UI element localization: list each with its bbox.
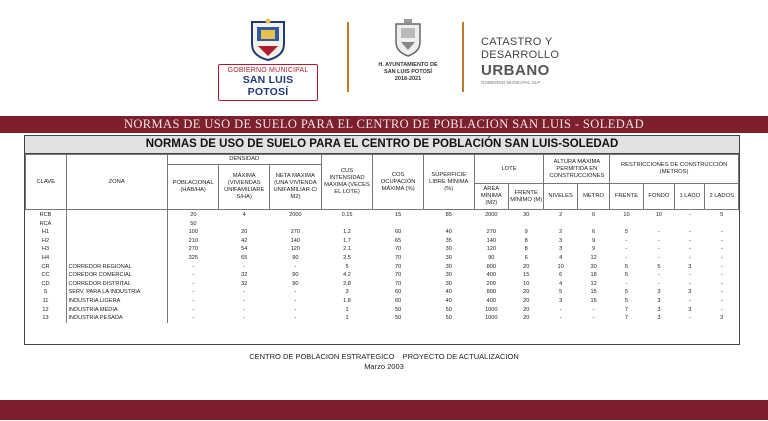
table-cell: 50 — [395, 306, 402, 313]
table-cell: - — [657, 254, 660, 261]
catastro-line-1: CATASTRO Y — [481, 36, 553, 48]
table-cell: 8 — [524, 246, 528, 253]
table-cell: - — [559, 315, 562, 322]
table-cell: 30 — [590, 263, 597, 270]
table-cell: 40 — [445, 289, 452, 296]
table-cell: H2 — [26, 237, 67, 246]
header-frente-minimo: FRENTE MÍNIMO (M) — [509, 184, 544, 210]
table-cell: - — [657, 246, 660, 253]
gobierno-municipal-wordmark — [218, 64, 318, 101]
table-cell: 2 — [559, 212, 563, 218]
land-use-table — [25, 154, 739, 323]
table-cell: - — [294, 289, 297, 296]
table-cell: 270 — [290, 229, 301, 236]
table-cell: 3 — [657, 297, 661, 304]
table-cell: 20 — [523, 306, 530, 313]
table-cell: 6 — [524, 254, 528, 261]
table-cell: 10 — [623, 212, 630, 218]
table-cell: 6 — [592, 229, 596, 236]
table-cell: INDUSTRIA LIGERA — [66, 297, 167, 306]
table-cell: 9 — [592, 237, 596, 244]
header-niveles: NIVELES — [544, 184, 577, 210]
header-r-fondo: FONDO — [643, 184, 674, 210]
table-cell: - — [192, 263, 195, 270]
table-cell: 20 — [241, 229, 248, 236]
table-cell: - — [688, 237, 691, 244]
table-cell: 10 — [557, 263, 564, 270]
table-cell: 3 — [688, 306, 692, 313]
table-cell — [577, 220, 609, 229]
table-cell: CR — [26, 263, 67, 272]
table-cell: - — [720, 297, 723, 304]
coat-of-arms-icon — [248, 18, 288, 62]
table-cell: 120 — [290, 246, 301, 253]
footer-proyecto: PROYECTO DE ACTUALIZACION — [402, 352, 519, 361]
table-cell: 50 — [190, 220, 197, 227]
table-cell: 70 — [395, 254, 402, 261]
footer-centro: CENTRO DE POBLACION ESTRATEGICO — [249, 352, 395, 361]
table-cell: - — [192, 280, 195, 287]
table-row — [26, 314, 739, 323]
footer-line-1 — [0, 352, 768, 362]
table-cell: 32 — [241, 280, 248, 287]
table-cell: 100 — [188, 229, 198, 236]
table-cell: - — [720, 280, 723, 287]
table-cell: - — [294, 263, 297, 270]
table-cell: 18 — [590, 272, 597, 279]
table-cell: - — [625, 246, 628, 253]
table-cell: 5 — [624, 297, 629, 304]
table-cell: 50 — [395, 315, 402, 322]
header-clave: CLAVE — [26, 155, 67, 210]
table-cell: 30 — [445, 280, 452, 287]
table-cell: 6 — [559, 272, 563, 279]
table-cell: 42 — [241, 237, 248, 244]
gobierno-name: SAN LUIS POTOSÍ — [242, 74, 294, 98]
header-altura: ALTURA MÁXIMA PERMITIDA EN CONSTRUCCIONES — [544, 155, 610, 184]
table-cell: 3 — [720, 315, 724, 322]
table-cell: CORREDOR DISTRITAL — [66, 280, 167, 289]
banner-title: NORMAS DE USO DE SUELO PARA EL CENTRO DE POBLACION SAN LUIS - SOLEDAD — [123, 117, 645, 131]
table-cell: 200 — [486, 280, 496, 287]
table-cell — [219, 220, 270, 229]
catastro-line-3: URBANO — [481, 62, 550, 79]
table-cell: 1.2 — [343, 229, 351, 236]
table-cell: 70 — [395, 280, 402, 287]
table-cell: 15 — [523, 272, 530, 279]
table-cell: 10 — [655, 212, 662, 218]
table-cell: - — [192, 306, 195, 313]
table-cell: 5 — [559, 289, 563, 296]
table-cell: 40 — [445, 229, 452, 236]
table-cell: - — [294, 297, 297, 304]
catastro-line-4: GOBIERNO MUNICIPAL SLP — [481, 80, 541, 85]
table-cell: 210 — [188, 237, 198, 244]
table-cell: 11 — [26, 297, 67, 306]
table-cell: 32 — [241, 272, 248, 279]
table-cell: 20 — [523, 315, 530, 322]
table-cell: 3 — [345, 289, 349, 296]
table-cell: H3 — [26, 245, 67, 254]
table-cell: 6 — [592, 212, 596, 218]
table-cell: 5 — [624, 263, 629, 270]
table-cell: 1 — [345, 306, 349, 313]
table-cell — [423, 220, 474, 229]
table-row — [26, 228, 739, 237]
table-cell: 2 — [559, 229, 563, 236]
table-cell: 10 — [523, 280, 530, 287]
table-cell: - — [688, 254, 691, 261]
table-cell: 1.7 — [343, 237, 351, 244]
table-cell: 1000 — [485, 315, 498, 322]
table-cell: 400 — [486, 272, 496, 279]
table-body — [26, 210, 739, 323]
table-cell: 2000 — [485, 212, 498, 218]
table-cell: 65 — [395, 237, 402, 244]
table-cell: - — [720, 272, 723, 279]
table-cell: - — [657, 280, 660, 287]
table-cell: 12 — [26, 306, 67, 315]
table-cell: 13 — [26, 314, 67, 323]
table-cell — [643, 220, 674, 229]
table-cell: - — [243, 315, 246, 322]
table-cell: 1.8 — [343, 297, 351, 304]
divider-2 — [462, 22, 464, 92]
table-cell: 15 — [395, 212, 402, 218]
table-cell: 1000 — [485, 306, 498, 313]
header-r-2lados: 2 LADOS — [705, 184, 739, 210]
table-cell: 20 — [523, 263, 530, 270]
table-cell: 5 — [624, 229, 629, 236]
table-cell — [66, 237, 167, 246]
header-superficie: SUPERFICIE LIBRE MÍNIMA (%) — [423, 155, 474, 210]
table-cell: - — [688, 272, 691, 279]
table-cell: 800 — [486, 289, 496, 296]
table-cell: 5 — [345, 263, 349, 270]
table-cell: 9 — [524, 229, 528, 236]
table-cell: 12 — [590, 254, 597, 261]
table-row — [26, 297, 739, 306]
header-zona: ZONA — [66, 155, 167, 210]
header-r-frente: FRENTE — [610, 184, 643, 210]
ayuntamiento-line-1: H. AYUNTAMIENTO DE — [378, 62, 438, 68]
table-cell: 4.2 — [343, 272, 351, 279]
header-maxima: MÁXIMA (VIVIENDAS UNIFAMILIARE S/HA) — [219, 165, 270, 210]
header-neta: NETA MÁXIMA (UNA VIVIENDA UNIFAMILIAR C/ M2) — [270, 165, 322, 210]
table-cell: 5 — [624, 272, 629, 279]
table-cell — [705, 220, 739, 229]
table-cell: 800 — [486, 263, 496, 270]
table-cell: 120 — [486, 246, 496, 253]
catastro-line-2: DESARROLLO — [481, 49, 560, 61]
table-cell: 30 — [445, 246, 452, 253]
ayuntamiento-seal-icon — [393, 18, 423, 58]
table-cell: INDUSTRIA MEDIA — [66, 306, 167, 315]
table-row — [26, 288, 739, 297]
table-cell — [474, 220, 508, 229]
table-cell: - — [720, 263, 723, 270]
table-cell — [66, 220, 167, 229]
bottom-bar — [0, 400, 768, 420]
table-cell: 60 — [395, 297, 402, 304]
table-cell: 1 — [345, 315, 349, 322]
table-cell: CC — [26, 271, 67, 280]
table-cell: - — [559, 306, 562, 313]
table-cell: - — [688, 315, 691, 322]
table-cell: 90 — [292, 272, 299, 279]
table-cell: - — [720, 254, 723, 261]
table-cell — [66, 254, 167, 263]
table-cell: - — [243, 306, 246, 313]
table-cell: H4 — [26, 254, 67, 263]
catastro-logo — [481, 36, 559, 85]
header-cos: COS OCUPACIÓN MÁXIMA (%) — [373, 155, 424, 210]
header — [0, 0, 768, 114]
table-row — [26, 271, 739, 280]
table-cell: 140 — [290, 237, 301, 244]
table-cell: 50 — [445, 315, 452, 322]
table-cell: - — [625, 237, 628, 244]
table-cell: 3 — [657, 315, 661, 322]
table-cell: 5 — [720, 212, 724, 218]
table-cell: - — [294, 306, 297, 313]
table-cell — [270, 220, 322, 229]
footer-date: Marzo 2003 — [364, 362, 404, 371]
table-cell: 4 — [559, 280, 563, 287]
table-cell: - — [592, 306, 595, 313]
table-cell: - — [192, 297, 195, 304]
table-cell: 90 — [488, 254, 495, 261]
header-densidad: DENSIDAD — [167, 155, 321, 165]
table-cell: 50 — [445, 306, 452, 313]
footer — [0, 352, 768, 372]
table-cell: 12 — [590, 280, 597, 287]
table-cell: - — [720, 237, 723, 244]
table-cell: - — [243, 297, 246, 304]
table-cell: 3 — [688, 263, 692, 270]
table-cell: 270 — [188, 246, 198, 253]
table-row — [26, 220, 739, 229]
table-cell: - — [592, 315, 595, 322]
table-cell: 70 — [395, 263, 402, 270]
table-cell: 3 — [688, 289, 692, 296]
table-cell: - — [657, 272, 660, 279]
table-cell: 2.8 — [343, 280, 351, 287]
table-cell: 2.1 — [343, 246, 351, 253]
header-metro: METRO — [577, 184, 609, 210]
sheet-title: NORMAS DE USO DE SUELO PARA EL CENTRO DE POBLACIÓN SAN LUIS-SOLEDAD — [25, 136, 739, 154]
table-cell: 400 — [486, 297, 496, 304]
table-cell: - — [625, 254, 628, 261]
ayuntamiento-logo — [372, 18, 444, 83]
table-cell: 70 — [395, 272, 402, 279]
table-row — [26, 254, 739, 263]
table-cell — [66, 245, 167, 254]
table-cell: 20 — [523, 289, 530, 296]
table-cell: COREDOR COMERCIAL — [66, 271, 167, 280]
table-cell: 15 — [590, 289, 597, 296]
header-restricciones: RESTRICCIONES DE CONSTRUCCIÓN (METROS) — [610, 155, 739, 184]
table-cell: 0.15 — [341, 212, 353, 218]
table-row — [26, 263, 739, 272]
table-cell: - — [192, 289, 195, 296]
table-cell: 65 — [241, 254, 248, 261]
table-cell — [675, 220, 705, 229]
table-cell: SERV. PARA LA INDUSTRIA — [66, 288, 167, 297]
table-cell: CD — [26, 280, 67, 289]
table-cell: 3 — [559, 237, 563, 244]
table-cell: - — [192, 315, 195, 322]
table-cell: 3 — [559, 246, 563, 253]
land-use-sheet — [24, 135, 740, 345]
table-cell — [610, 220, 643, 229]
table-row — [26, 280, 739, 289]
header-area: ÁREA MÍNIMA (M2) — [474, 184, 508, 210]
table-cell: 90 — [292, 254, 299, 261]
table-cell: - — [625, 280, 628, 287]
table-cell: - — [688, 246, 691, 253]
table-cell: 30 — [445, 254, 452, 261]
table-cell: - — [657, 229, 660, 236]
table-cell: 90 — [292, 280, 299, 287]
table-cell: 40 — [445, 297, 452, 304]
table-cell: 3 — [559, 297, 563, 304]
table-cell: 9 — [592, 246, 596, 253]
table-cell: 5 — [657, 263, 661, 270]
table-cell: 30 — [445, 263, 452, 270]
table-cell: RCB — [26, 210, 67, 220]
table-cell: - — [720, 289, 723, 296]
ayuntamiento-line-2: SAN LUIS POTOSÍ — [384, 69, 432, 75]
table-cell: 8 — [524, 237, 528, 244]
table-cell — [373, 220, 424, 229]
table-cell: 3 — [657, 306, 661, 313]
table-cell: - — [294, 315, 297, 322]
table-cell: - — [720, 306, 723, 313]
table-cell: - — [688, 297, 691, 304]
table-row — [26, 237, 739, 246]
table-cell: 325 — [188, 254, 198, 261]
table-cell — [66, 228, 167, 237]
table-cell: - — [192, 272, 195, 279]
table-cell: H1 — [26, 228, 67, 237]
table-cell: 3 — [657, 289, 661, 296]
divider-1 — [347, 22, 349, 92]
header-poblacional: POBLACIONAL (HAB/HA) — [167, 165, 219, 210]
table-cell: 35 — [445, 237, 452, 244]
table-cell: 4 — [242, 212, 246, 218]
table-cell: 270 — [486, 229, 496, 236]
table-cell: 2.5 — [343, 254, 351, 261]
table-cell — [509, 220, 544, 229]
table-cell: 20 — [190, 212, 197, 218]
table-cell: RCA — [26, 220, 67, 229]
table-cell: 4 — [559, 254, 563, 261]
table-cell: 70 — [395, 246, 402, 253]
table-cell: 85 — [445, 212, 452, 218]
table-cell — [321, 220, 373, 229]
table-cell: - — [657, 237, 660, 244]
table-cell: S — [26, 288, 67, 297]
table-cell: - — [688, 280, 691, 287]
table-cell: - — [688, 212, 691, 218]
table-cell: 60 — [395, 229, 402, 236]
table-row — [26, 306, 739, 315]
title-banner — [0, 116, 768, 133]
header-lote: LOTE — [474, 155, 544, 184]
table-cell: 7 — [624, 315, 629, 322]
table-cell: - — [243, 289, 246, 296]
table-cell — [66, 210, 167, 220]
table-cell: - — [720, 246, 723, 253]
table-row — [26, 210, 739, 220]
table-cell: INDUSTRIA PESADA — [66, 314, 167, 323]
table-cell: - — [720, 229, 723, 236]
table-cell: 15 — [590, 297, 597, 304]
header-r-1lado: 1 LADO — [675, 184, 705, 210]
table-cell: 54 — [241, 246, 248, 253]
table-cell: 2000 — [289, 212, 302, 218]
table-cell: - — [243, 263, 246, 270]
table-cell: 7 — [624, 306, 629, 313]
table-cell: 140 — [486, 237, 496, 244]
table-cell: - — [688, 229, 691, 236]
gobierno-municipal-logo — [218, 18, 318, 101]
header-cus: CUS INTENSIDAD MÁXIMA (VECES EL LOTE) — [321, 155, 373, 210]
ayuntamiento-line-3: 2018-2021 — [394, 76, 422, 82]
table-cell: CORREDOR REGIONAL — [66, 263, 167, 272]
table-cell: 20 — [523, 297, 530, 304]
table-cell: 30 — [445, 272, 452, 279]
table-cell: 60 — [395, 289, 402, 296]
table-cell — [544, 220, 577, 229]
gobierno-label: GOBIERNO MUNICIPAL — [227, 67, 309, 74]
table-row — [26, 245, 739, 254]
table-cell: 30 — [523, 212, 530, 218]
table-cell: 5 — [624, 289, 629, 296]
